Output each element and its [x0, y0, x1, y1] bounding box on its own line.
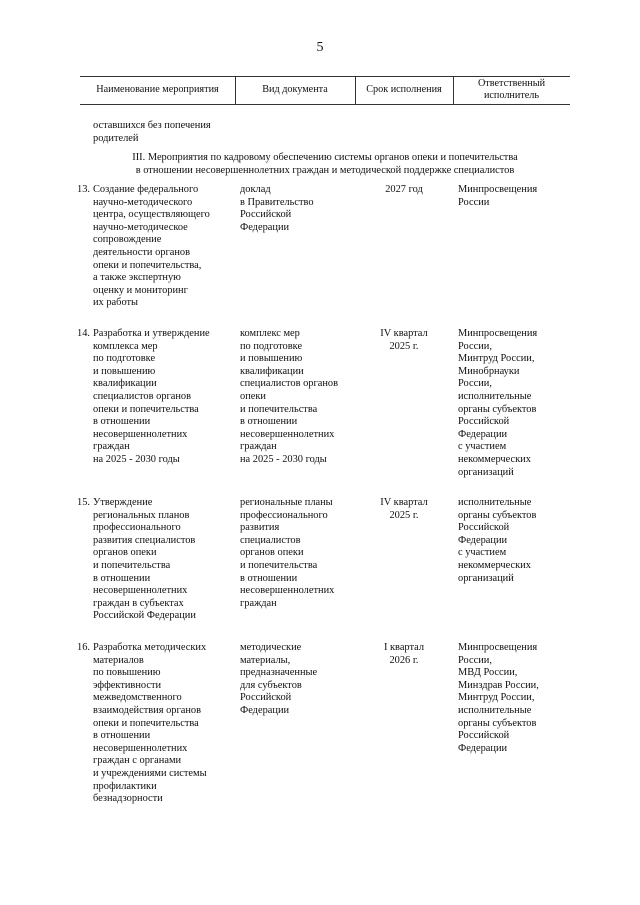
action-name-line: материалов [93, 654, 144, 666]
action-name-cell [93, 642, 233, 806]
action-name-line: по повышению [93, 667, 161, 679]
document-type-line: развития [240, 522, 280, 534]
action-name-line: органов опеки [93, 547, 157, 559]
action-name-line: их работы [93, 297, 139, 309]
responsible-line: Минпросвещения [458, 328, 538, 339]
responsible-line: организаций [458, 466, 514, 478]
action-name-line: профилактики [93, 780, 157, 792]
responsible-line: органы субъектов [458, 509, 537, 521]
action-name-line: развития специалистов [93, 534, 196, 546]
responsible-line: Минздрав России, [458, 679, 539, 691]
responsible-line: исполнительные [458, 497, 532, 508]
action-name-line: квалификации [93, 378, 157, 390]
document-type-line: доклад [240, 184, 271, 195]
document-type-line: и попечительства [240, 403, 318, 415]
document-type-line: предназначенные [240, 667, 318, 679]
responsible-line: с участием [458, 547, 507, 559]
responsible-line: Минтруд России, [458, 692, 535, 704]
deadline-cell [363, 497, 445, 522]
page-number: 5 [316, 40, 324, 55]
responsible-line: Российской [458, 416, 510, 428]
document-type-line: на 2025 - 2030 годы [240, 453, 327, 465]
document-type-line: и повышению [240, 353, 303, 365]
section-title-line: III. Мероприятия по кадровому обеспечению системы органов опеки и попечительства [132, 152, 518, 163]
responsible-line: Федерации [458, 742, 508, 754]
action-name-line: а также экспертную [93, 272, 181, 284]
document-type-line: и попечительства [240, 559, 318, 571]
document-type-line: профессионального [240, 509, 328, 521]
action-name-line: Разработка и утверждение [93, 328, 210, 339]
action-name-line: сопровождение [93, 234, 162, 246]
action-name-line: эффективности [93, 679, 162, 691]
action-name-line: опеки и попечительства [93, 403, 199, 415]
action-name-line: профессионального [93, 522, 181, 534]
action-name-line: по подготовке [93, 353, 156, 365]
deadline-line: IV квартал [380, 497, 428, 508]
document-type-cell [240, 642, 355, 718]
responsible-line: Минтруд России, [458, 353, 535, 365]
document-type-line: квалификации [240, 365, 304, 377]
action-name-line: граждан [93, 441, 130, 453]
responsible-line: Минпросвещения [458, 642, 538, 653]
header-col-responsible-line2: исполнитель [483, 90, 540, 101]
document-type-line: граждан [240, 597, 277, 609]
row-number: 13. [77, 184, 90, 195]
responsible-line: России, [458, 654, 492, 666]
responsible-line: исполнительные [458, 704, 532, 716]
header-col-name: Наименование мероприятия [96, 84, 219, 95]
header-col-responsible [453, 76, 570, 104]
responsible-cell [458, 184, 568, 209]
action-name-line: Разработка методических [93, 642, 207, 653]
document-type-line: опеки [240, 390, 266, 402]
responsible-line: органы субъектов [458, 717, 537, 729]
action-name-line: на 2025 - 2030 годы [93, 453, 180, 465]
responsible-line: Минобрнауки [458, 365, 520, 377]
document-type-line: Российской [240, 209, 292, 221]
action-name-line: в отношении [93, 572, 151, 584]
action-name-line: безнадзорности [93, 793, 163, 805]
document-type-line: методические [240, 642, 302, 653]
deadline-line: 2025 г. [389, 509, 419, 521]
row-number: 14. [77, 328, 90, 339]
document-type-line: Российской [240, 692, 292, 704]
header-col-term: Срок исполнения [366, 84, 442, 95]
document-type-line: несовершеннолетних [240, 585, 335, 597]
section-title [90, 152, 560, 177]
action-name-line: Российской Федерации [93, 610, 196, 622]
deadline-line: IV квартал [380, 328, 428, 339]
action-name-line: Создание федерального [93, 184, 199, 195]
responsible-line: МВД России, [458, 667, 518, 679]
document-type-line: в отношении [240, 572, 298, 584]
deadline-line: 2026 г. [389, 654, 419, 666]
document-type-line: в отношении [240, 416, 298, 428]
deadline-cell [363, 328, 445, 353]
responsible-line: Федерации [458, 534, 508, 546]
document-type-line: специалистов органов [240, 378, 338, 390]
document-type-line: в Правительство [240, 196, 314, 208]
responsible-cell [458, 497, 568, 585]
action-name-line: опеки и попечительства [93, 717, 199, 729]
action-name-line: и учреждениями системы [93, 767, 207, 779]
action-name-line: оценку и мониторинг [93, 284, 188, 296]
row-number: 16. [77, 642, 90, 653]
continuation-text [93, 120, 243, 145]
document-type-line: региональные планы [240, 497, 333, 508]
responsible-line: Российской [458, 730, 510, 742]
action-name-line: межведомственного [93, 692, 182, 704]
action-name-line: граждан в субъектах [93, 597, 184, 609]
action-name-line: несовершеннолетних [93, 585, 188, 597]
action-name-line: деятельности органов [93, 246, 191, 258]
action-name-line: и повышению [93, 365, 156, 377]
document-type-line: комплекс мер [240, 328, 300, 339]
deadline-line: 2027 год [385, 184, 423, 195]
section-title-line: в отношении несовершеннолетних граждан и методической поддержке специалистов [135, 164, 515, 176]
document-type-line: материалы, [240, 654, 291, 666]
text-line: родителей [93, 132, 139, 144]
deadline-cell [363, 642, 445, 667]
action-name-line: Утверждение [93, 497, 153, 508]
responsible-cell [458, 328, 568, 479]
action-name-line: граждан с органами [93, 755, 182, 767]
responsible-line: России, [458, 378, 492, 390]
responsible-line: органы субъектов [458, 403, 537, 415]
document-type-line: Федерации [240, 704, 290, 716]
document-type-line: специалистов [240, 534, 301, 546]
action-name-line: в отношении [93, 416, 151, 428]
responsible-line: с участием [458, 441, 507, 453]
header-col-document: Вид документа [262, 84, 328, 95]
header-col-responsible-line1: Ответственный [477, 78, 546, 89]
deadline-line: 2025 г. [389, 340, 419, 352]
responsible-line: Минпросвещения [458, 184, 538, 195]
responsible-line: Федерации [458, 428, 508, 440]
responsible-line: России, [458, 340, 492, 352]
table-header-bottom-rule [80, 104, 570, 105]
responsible-line: некоммерческих [458, 453, 531, 465]
action-name-line: в отношении [93, 730, 151, 742]
document-type-line: для субъектов [240, 679, 302, 691]
document-type-cell [240, 184, 355, 234]
action-name-line: научно-методического [93, 196, 193, 208]
action-name-line: научно-методическое [93, 221, 188, 233]
text-line: оставшихся без попечения [93, 120, 211, 131]
document-type-line: органов опеки [240, 547, 304, 559]
action-name-line: несовершеннолетних [93, 742, 188, 754]
action-name-line: центра, осуществляющего [93, 209, 210, 221]
document-type-line: Федерации [240, 221, 290, 233]
responsible-line: исполнительные [458, 390, 532, 402]
action-name-line: опеки и попечительства, [93, 259, 202, 271]
responsible-line: организаций [458, 572, 514, 584]
action-name-line: несовершеннолетних [93, 428, 188, 440]
deadline-line: I квартал [383, 642, 425, 653]
document-type-line: граждан [240, 441, 277, 453]
document-type-cell [240, 497, 355, 610]
responsible-line: России [458, 196, 490, 208]
responsible-line: некоммерческих [458, 559, 531, 571]
row-number: 15. [77, 497, 90, 508]
document-type-cell [240, 328, 355, 467]
action-name-cell [93, 497, 233, 623]
document-type-line: несовершеннолетних [240, 428, 335, 440]
action-name-line: комплекса мер [93, 340, 158, 352]
action-name-line: региональных планов [93, 509, 190, 521]
responsible-line: Российской [458, 522, 510, 534]
action-name-line: и попечительства [93, 559, 171, 571]
responsible-cell [458, 642, 568, 755]
action-name-cell [93, 328, 233, 467]
document-type-line: по подготовке [240, 340, 303, 352]
action-name-line: специалистов органов [93, 390, 191, 402]
deadline-cell [363, 184, 445, 197]
action-name-line: взаимодействия органов [93, 704, 202, 716]
action-name-cell [93, 184, 233, 310]
